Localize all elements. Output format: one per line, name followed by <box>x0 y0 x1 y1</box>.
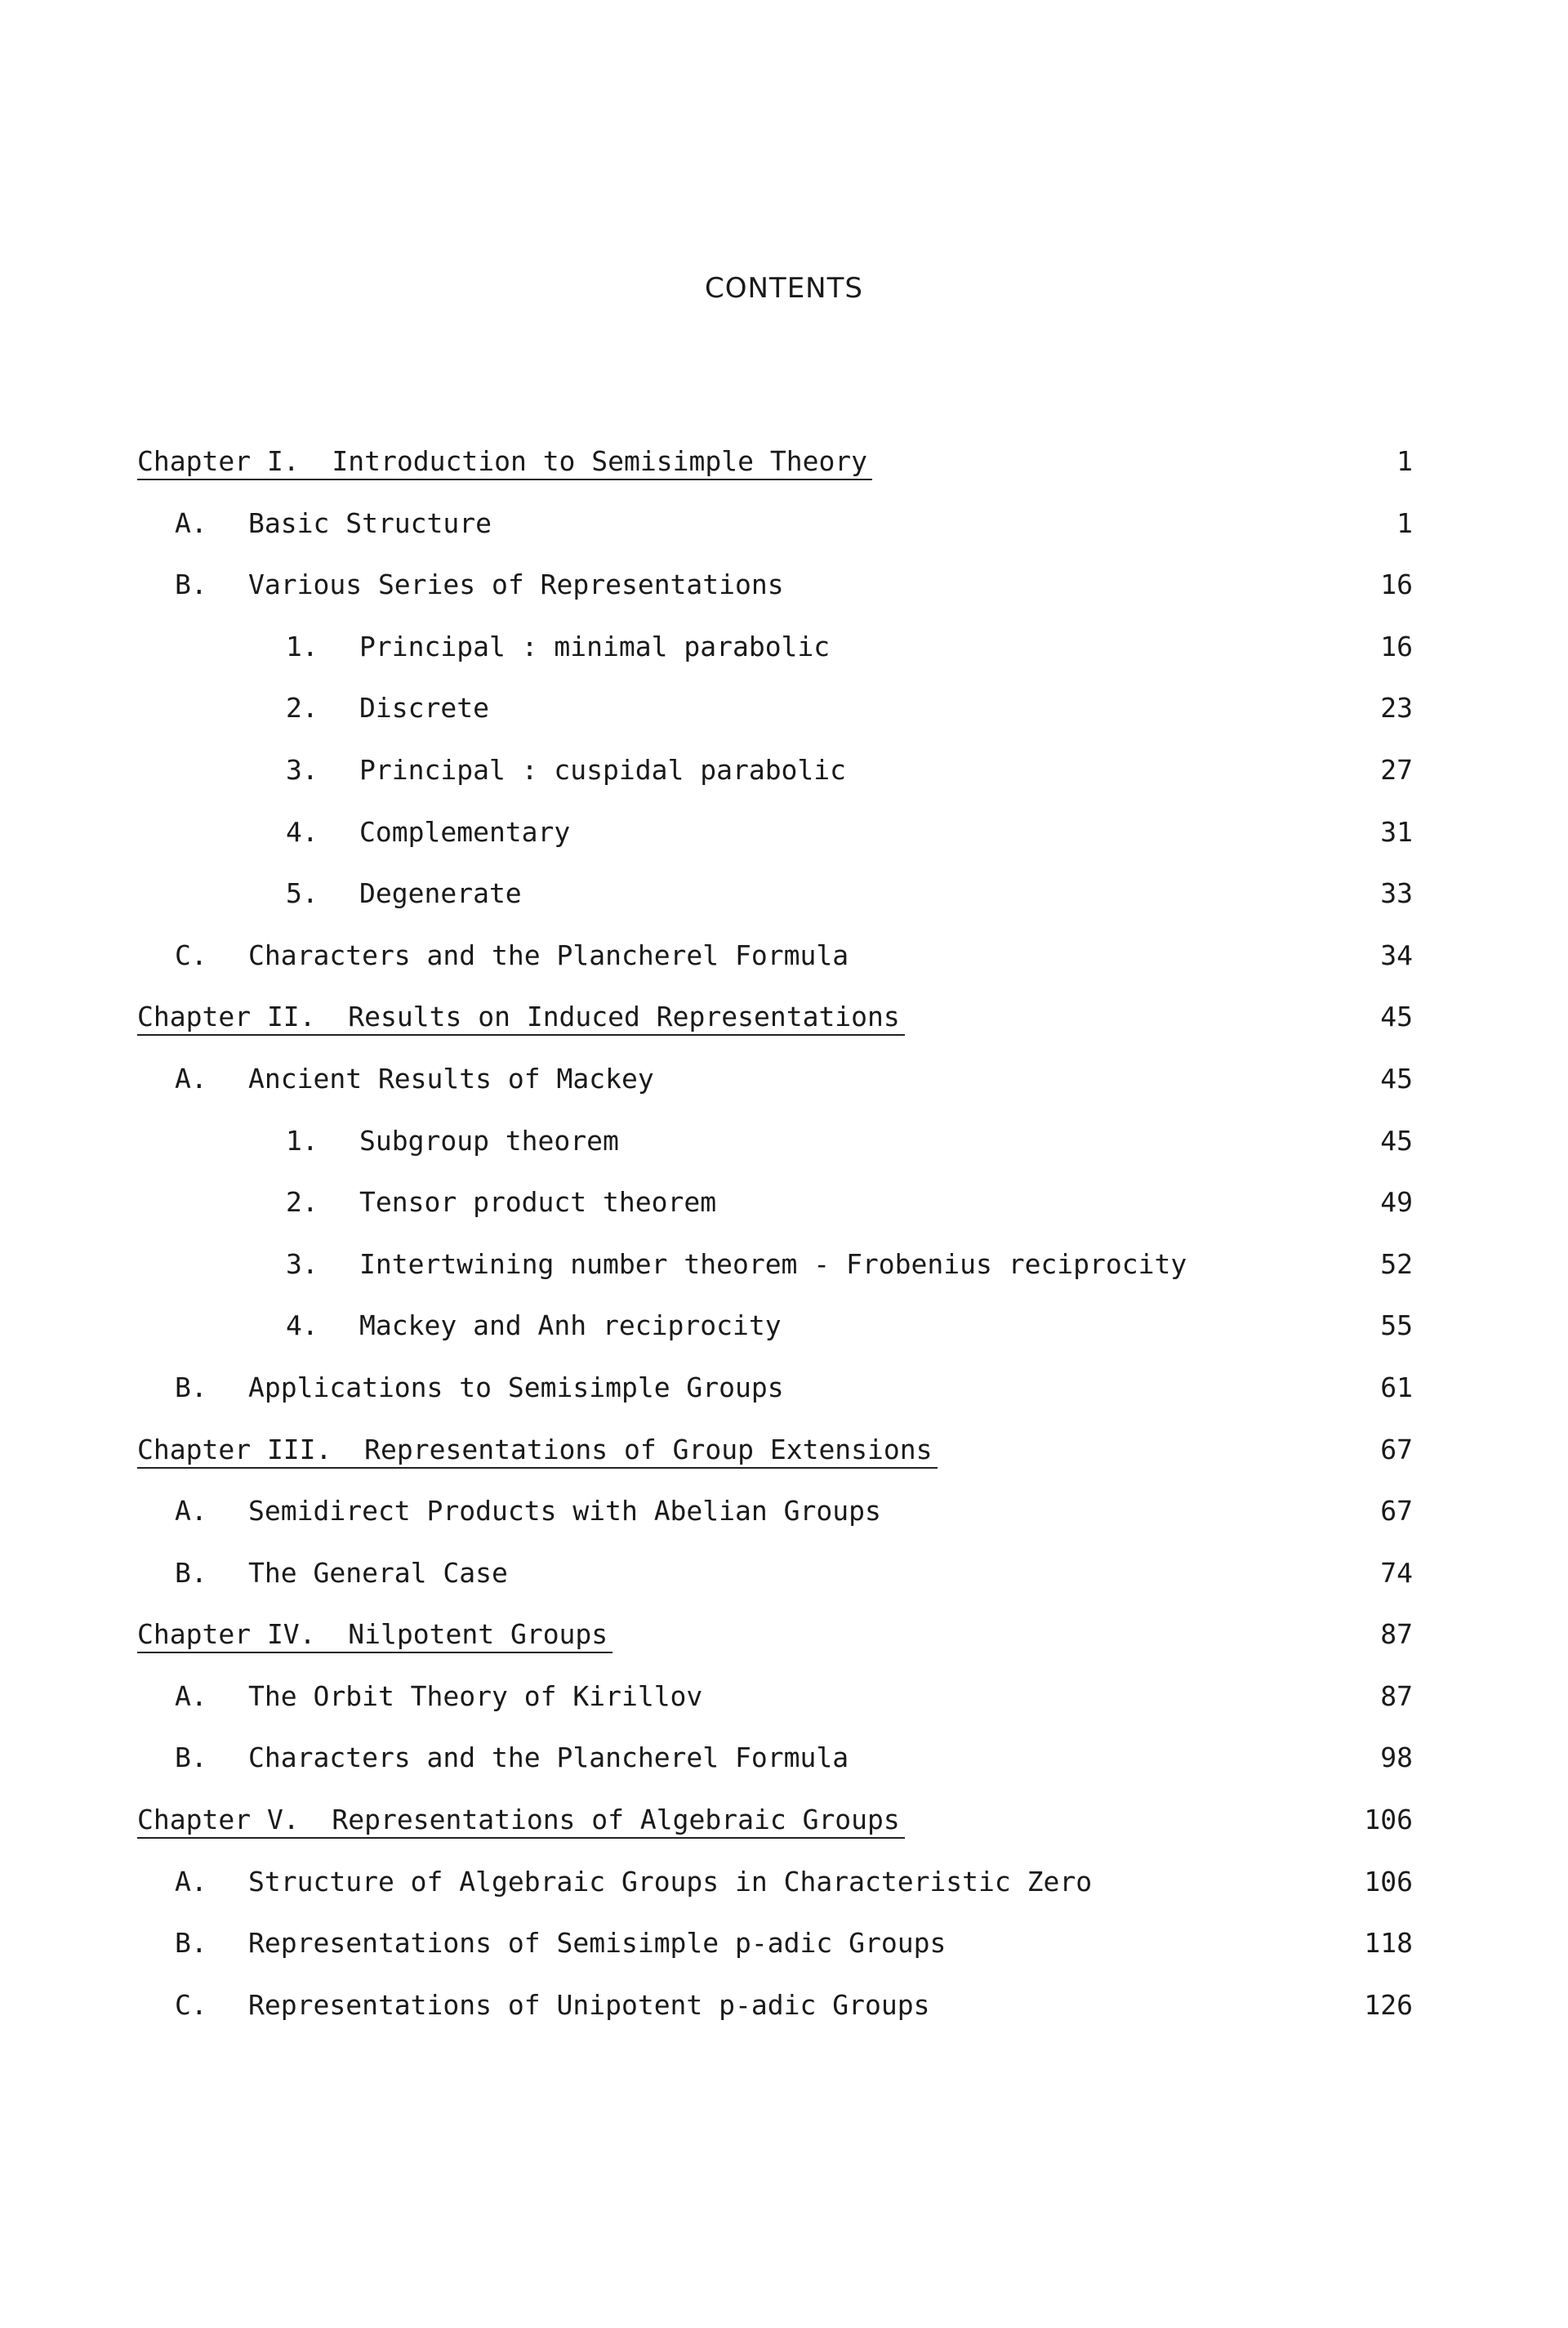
page-number: 106 <box>1364 1804 1413 1836</box>
toc-section-row[interactable] <box>0 1866 1568 1928</box>
toc-chapter-row[interactable] <box>0 1804 1568 1866</box>
section-letter: B. <box>175 569 207 601</box>
page-title: CONTENTS <box>705 272 863 305</box>
subsection-title: Mackey and Anh reciprocity <box>359 1309 782 1342</box>
page-number: 27 <box>1380 753 1413 786</box>
page-number: 16 <box>1380 569 1413 601</box>
subsection-number: 2. <box>286 692 318 725</box>
subsection-number: 1. <box>286 1124 318 1157</box>
page-number: 98 <box>1380 1742 1413 1774</box>
page-number: 45 <box>1380 1001 1413 1033</box>
section-letter: A. <box>175 1062 207 1095</box>
subsection-title: Principal : cuspidal parabolic <box>359 753 847 786</box>
page-number: 118 <box>1364 1927 1413 1960</box>
subsection-title: Tensor product theorem <box>359 1186 717 1219</box>
toc-section-row[interactable] <box>0 1495 1568 1557</box>
toc-section-row[interactable] <box>0 1371 1568 1434</box>
subsection-number: 4. <box>286 815 318 848</box>
section-title: Representations of Unipotent p-adic Groups <box>248 1988 930 2021</box>
page-number: 55 <box>1380 1309 1413 1342</box>
toc-subsection-row[interactable] <box>0 1248 1568 1310</box>
toc-section-row[interactable] <box>0 1680 1568 1742</box>
toc-section-row[interactable] <box>0 939 1568 1001</box>
toc-section-row[interactable] <box>0 1742 1568 1804</box>
subsection-title: Discrete <box>359 692 489 725</box>
toc-subsection-row[interactable] <box>0 631 1568 693</box>
section-title: The General Case <box>248 1556 508 1589</box>
toc-section-row[interactable] <box>0 1927 1568 1989</box>
section-letter: C. <box>175 1988 207 2021</box>
subsection-number: 1. <box>286 630 318 662</box>
page-number: 33 <box>1380 877 1413 910</box>
toc-chapter-row[interactable] <box>0 1618 1568 1680</box>
page-number: 49 <box>1380 1186 1413 1219</box>
section-letter: B. <box>175 1371 207 1403</box>
toc-subsection-row[interactable] <box>0 877 1568 939</box>
page-number: 74 <box>1380 1556 1413 1589</box>
section-title: Characters and the Plancherel Formula <box>248 1742 849 1774</box>
section-title: The Orbit Theory of Kirillov <box>248 1679 703 1712</box>
subsection-title: Principal : minimal parabolic <box>359 630 831 662</box>
section-title: Representations of Semisimple p-adic Groups <box>248 1927 947 1960</box>
toc-section-row[interactable] <box>0 1557 1568 1619</box>
page-number: 45 <box>1380 1124 1413 1157</box>
page-number: 31 <box>1380 815 1413 848</box>
page-number: 34 <box>1380 939 1413 971</box>
chapter-title: Chapter I. Introduction to Semisimple Theory <box>137 445 872 480</box>
toc-subsection-row[interactable] <box>0 754 1568 816</box>
section-letter: A. <box>175 1495 207 1527</box>
subsection-title: Intertwining number theorem - Frobenius reciprocity <box>359 1247 1187 1280</box>
chapter-title: Chapter III. Representations of Group Extensions <box>137 1434 938 1469</box>
page-number: 87 <box>1380 1679 1413 1712</box>
section-letter: A. <box>175 1679 207 1712</box>
section-title: Various Series of Representations <box>248 569 784 601</box>
page-number: 67 <box>1380 1495 1413 1527</box>
table-of-contents <box>0 445 1568 2050</box>
subsection-number: 3. <box>286 1247 318 1280</box>
toc-section-row[interactable] <box>0 1063 1568 1125</box>
section-title: Applications to Semisimple Groups <box>248 1371 784 1403</box>
chapter-title: Chapter IV. Nilpotent Groups <box>137 1618 612 1653</box>
subsection-number: 4. <box>286 1309 318 1342</box>
page-number: 67 <box>1380 1433 1413 1465</box>
toc-subsection-row[interactable] <box>0 1186 1568 1248</box>
subsection-title: Degenerate <box>359 877 522 910</box>
subsection-number: 5. <box>286 877 318 910</box>
section-letter: A. <box>175 1865 207 1898</box>
toc-subsection-row[interactable] <box>0 816 1568 878</box>
section-letter: B. <box>175 1742 207 1774</box>
chapter-title: Chapter V. Representations of Algebraic Groups <box>137 1804 905 1839</box>
section-letter: B. <box>175 1556 207 1589</box>
section-title: Structure of Algebraic Groups in Characteristic Zero <box>248 1865 1093 1898</box>
section-letter: B. <box>175 1927 207 1960</box>
page-number: 61 <box>1380 1371 1413 1403</box>
toc-section-row[interactable] <box>0 569 1568 631</box>
toc-chapter-row[interactable] <box>0 1434 1568 1496</box>
page-number: 23 <box>1380 692 1413 725</box>
section-title: Basic Structure <box>248 506 492 539</box>
page-number: 45 <box>1380 1062 1413 1095</box>
section-letter: A. <box>175 506 207 539</box>
subsection-title: Subgroup theorem <box>359 1124 619 1157</box>
section-title: Semidirect Products with Abelian Groups <box>248 1495 881 1527</box>
subsection-number: 2. <box>286 1186 318 1219</box>
toc-subsection-row[interactable] <box>0 1125 1568 1187</box>
section-title: Ancient Results of Mackey <box>248 1062 654 1095</box>
subsection-number: 3. <box>286 753 318 786</box>
page-number: 106 <box>1364 1865 1413 1898</box>
chapter-title: Chapter II. Results on Induced Representations <box>137 1001 905 1036</box>
toc-chapter-row[interactable] <box>0 445 1568 507</box>
page-number: 87 <box>1380 1618 1413 1651</box>
toc-subsection-row[interactable] <box>0 692 1568 754</box>
toc-section-row[interactable] <box>0 1989 1568 2051</box>
section-letter: C. <box>175 939 207 971</box>
page-number: 1 <box>1396 506 1413 539</box>
toc-chapter-row[interactable] <box>0 1001 1568 1063</box>
toc-subsection-row[interactable] <box>0 1309 1568 1371</box>
page-number: 1 <box>1396 445 1413 477</box>
section-title: Characters and the Plancherel Formula <box>248 939 849 971</box>
subsection-title: Complementary <box>359 815 571 848</box>
page-number: 126 <box>1364 1988 1413 2021</box>
toc-section-row[interactable] <box>0 507 1568 569</box>
page-number: 16 <box>1380 630 1413 662</box>
page-number: 52 <box>1380 1247 1413 1280</box>
